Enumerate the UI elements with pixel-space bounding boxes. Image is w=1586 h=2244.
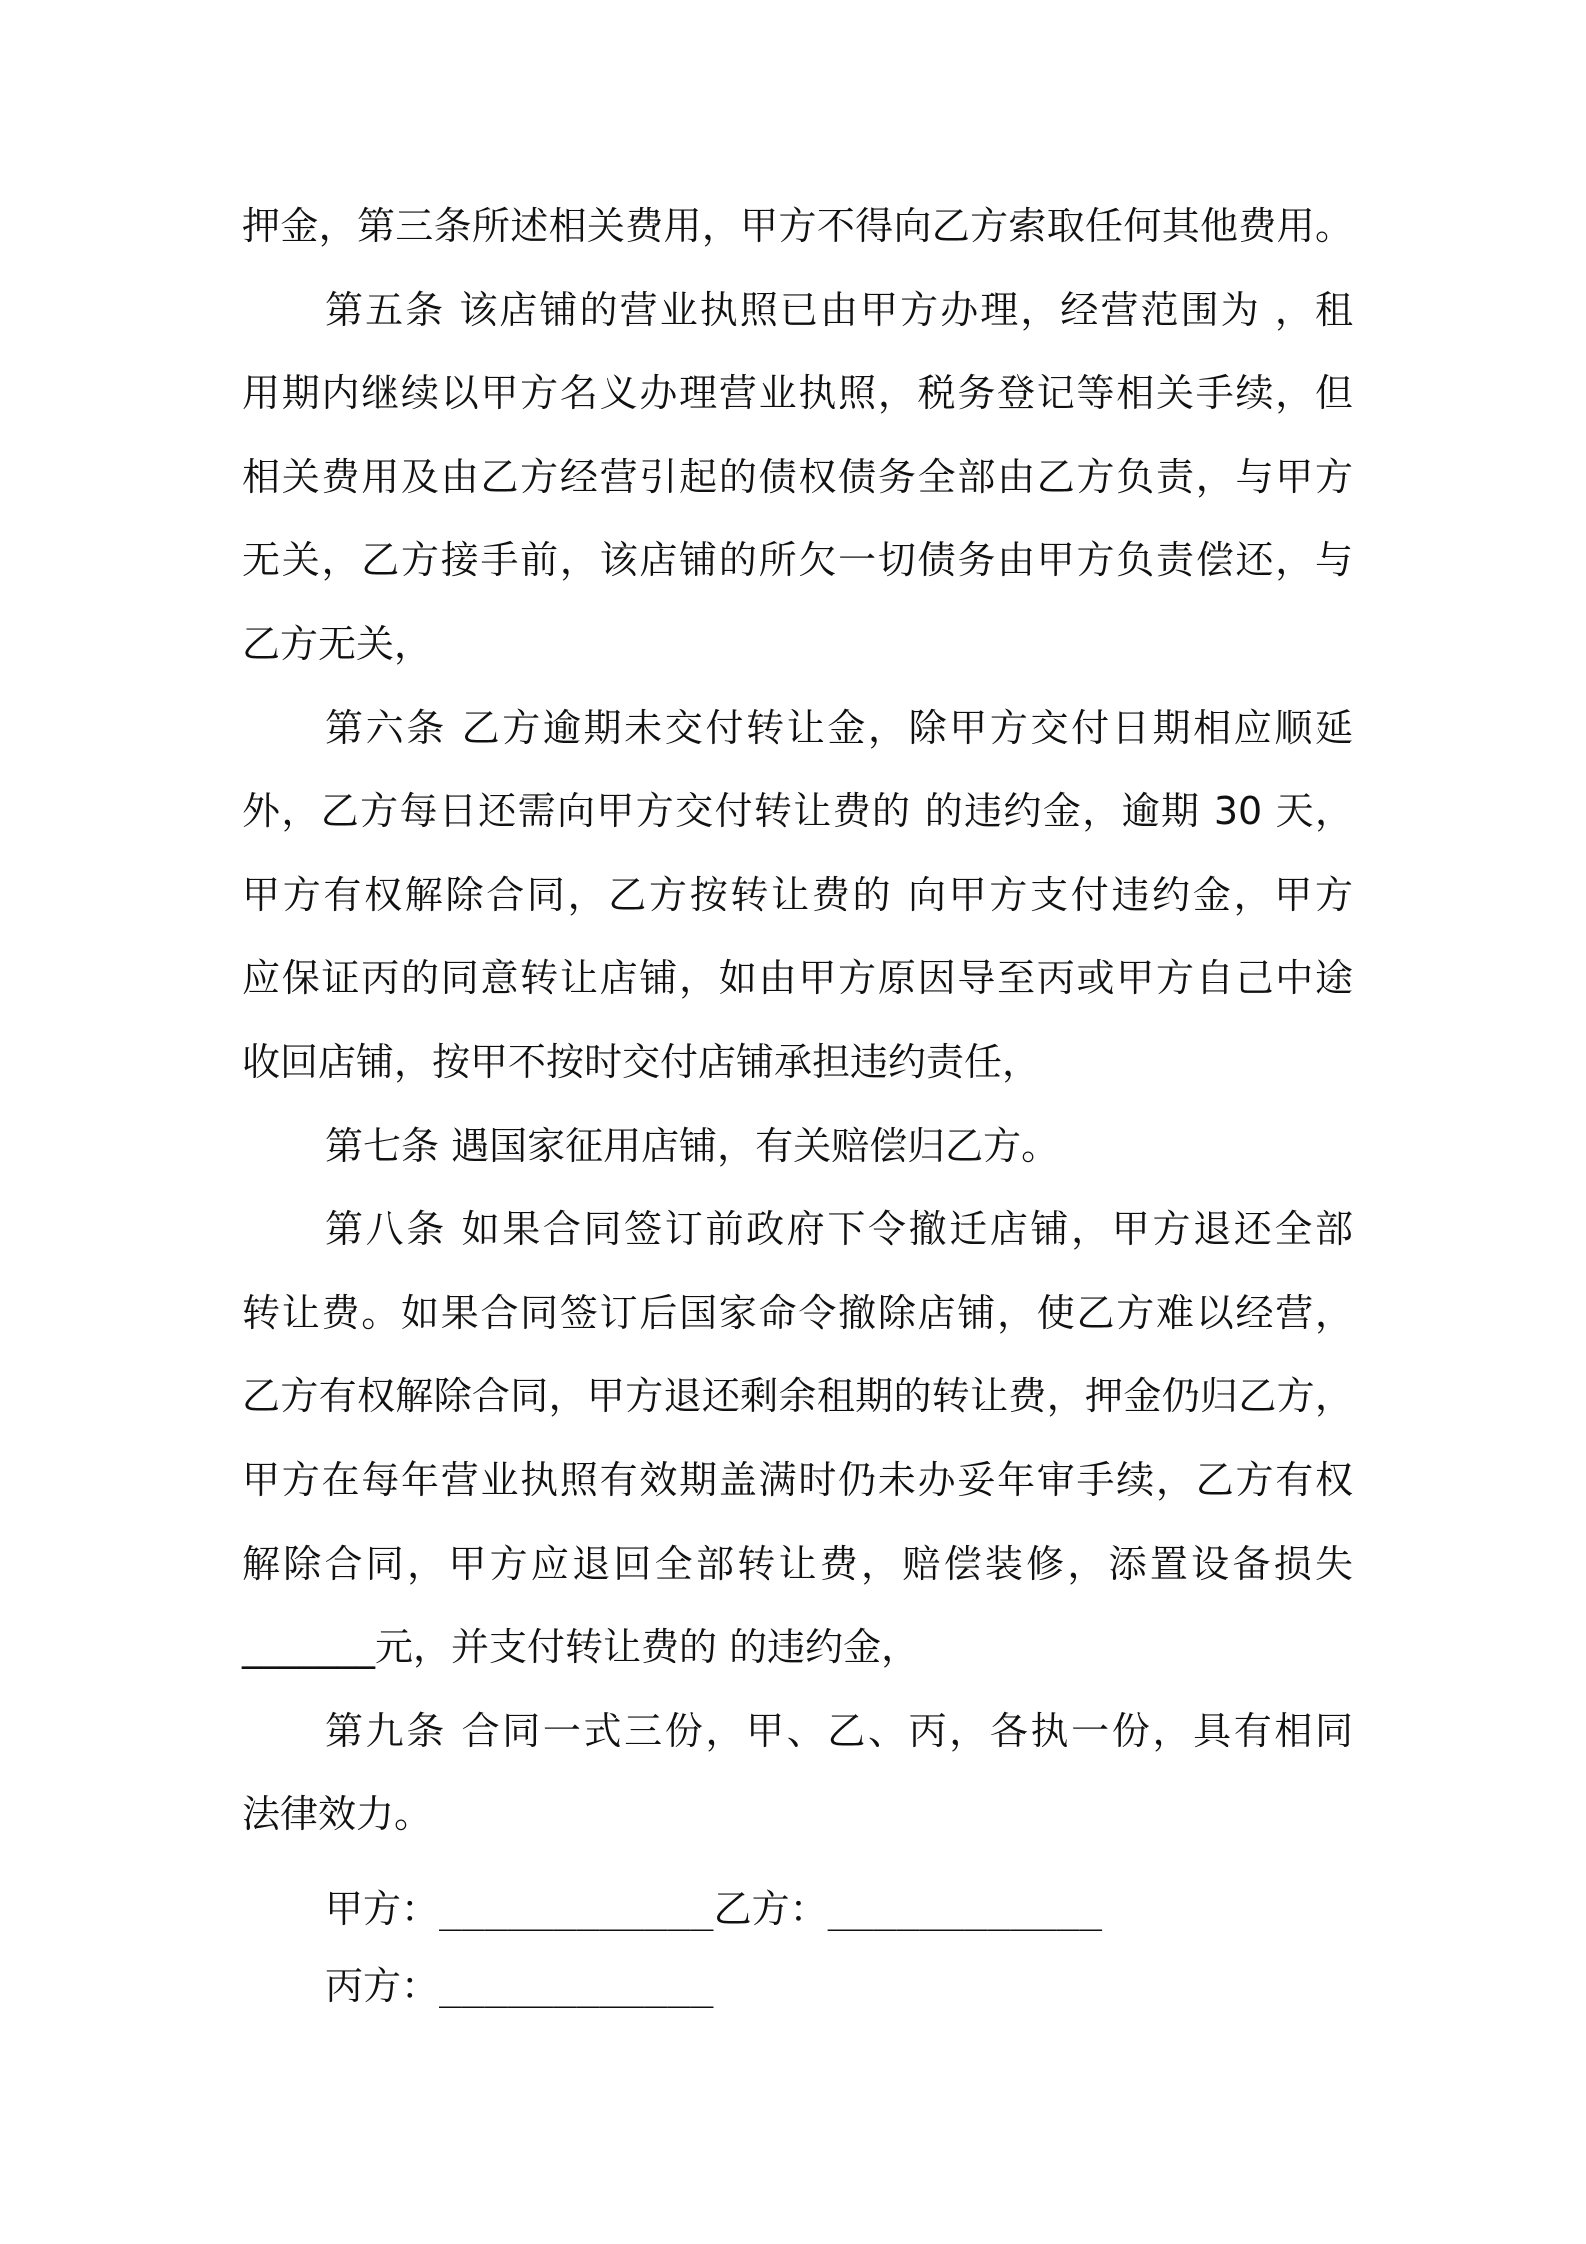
text-line: 第五条 该店铺的营业执照已由甲方办理，经营范围为 ，租 [325,287,1353,332]
paragraph-continuation [242,185,1353,269]
text-line: 甲方有权解除合同，乙方按转让费的 向甲方支付违约金，甲方 [242,872,1353,917]
text-line: 解除合同，甲方应退回全部转让费，赔偿装修，添置设备损失 [242,1541,1353,1586]
text-line: 用期内继续以甲方名义办理营业执照，税务登记等相关手续，但 [242,371,1353,416]
party-a-label: 甲方： [325,1887,440,1931]
party-b-signature-blank: ____________ [827,1887,1103,1931]
party-c-signature-blank: ____________ [439,1964,714,2008]
text-line: 转让费。如果合同签订后国家命令撤除店铺，使乙方难以经营， [242,1290,1353,1335]
text-line: 押金，第三条所述相关费用，甲方不得向乙方索取任何其他费用。 [242,204,1353,248]
signature-block [325,1871,1102,2025]
signature-line-a-b [325,1871,1102,1948]
text-line: 第九条 合同一式三份，甲、乙、丙，各执一份，具有相同 [325,1708,1353,1753]
party-a-signature-blank: ____________ [439,1887,714,1931]
text-line: 法律效力。 [242,1792,433,1837]
text-line: 乙方无关， [242,621,433,666]
article-6-paragraph [242,687,1353,1105]
text-line: 无关，乙方接手前，该店铺的所欠一切债务由甲方负责偿还，与 [242,538,1353,583]
text-line: 第七条 遇国家征用店铺，有关赔偿归乙方。 [325,1123,1060,1168]
text-line: 外，乙方每日还需向甲方交付转让费的 的违约金，逾期 30 天， [242,789,1353,834]
text-line: 收回店铺，按甲不按时交付店铺承担违约责任， [242,1039,1041,1084]
party-b-label: 乙方： [713,1887,828,1931]
article-7-paragraph [242,1105,1353,1189]
signature-line-c [325,1948,1102,2025]
text-line: 应保证丙的同意转让店铺，如由甲方原因导至丙或甲方自己中途 [242,956,1353,1001]
text-line: 第八条 如果合同签订前政府下令撤迁店铺，甲方退还全部 [325,1207,1353,1252]
text-line: 第六条 乙方逾期未交付转让金，除甲方交付日期相应顺延 [325,705,1353,750]
article-8-paragraph [242,1188,1353,1690]
text-line: 相关费用及由乙方经营引起的债权债务全部由乙方负责，与甲方 [242,454,1353,499]
text-line: 乙方有权解除合同，甲方退还剩余租期的转让费，押金仍归乙方， [242,1374,1353,1419]
contract-body [242,185,1353,1857]
text-line: 甲方在每年营业执照有效期盖满时仍未办妥年审手续，乙方有权 [242,1457,1353,1502]
article-5-paragraph [242,269,1353,687]
text-line: _______元，并支付转让费的 的违约金， [242,1625,920,1670]
article-9-paragraph [242,1690,1353,1857]
party-c-label: 丙方： [325,1964,440,2008]
